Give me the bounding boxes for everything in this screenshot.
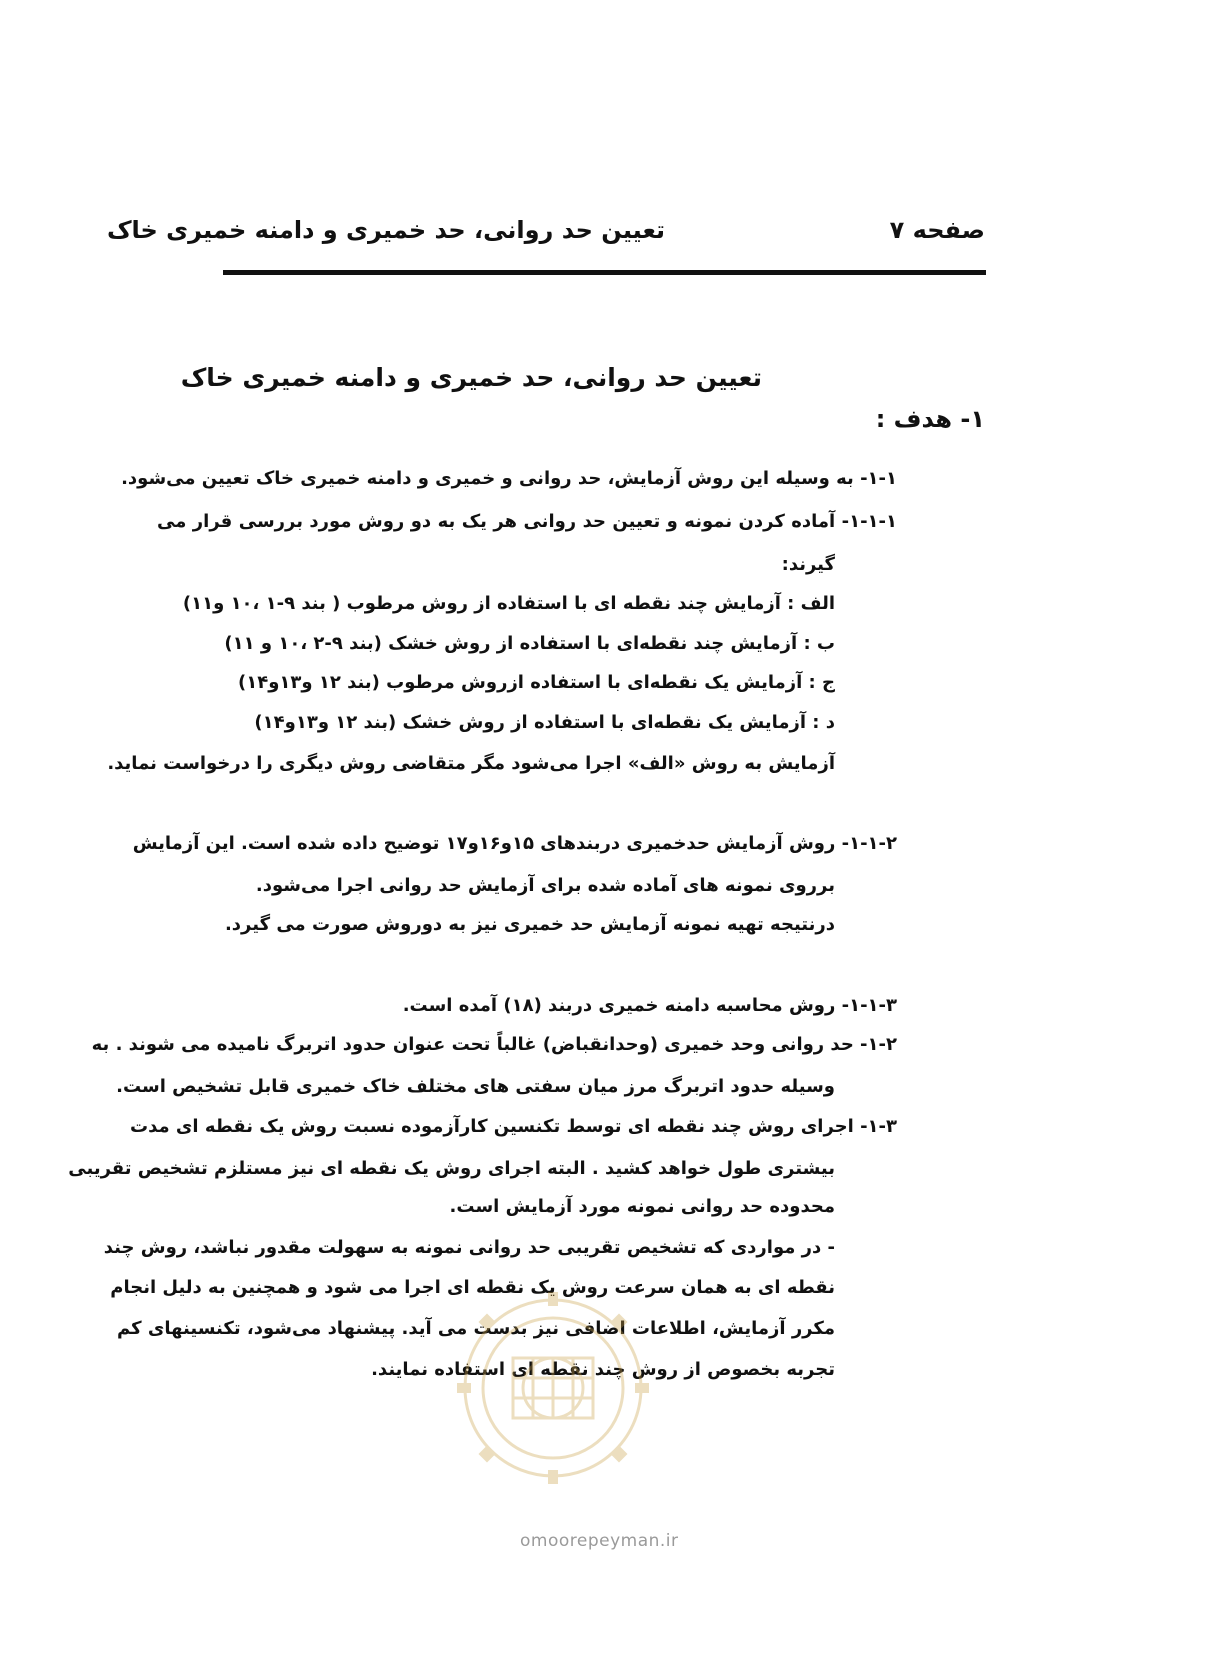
watermark-text: omoorepeyman.ir [520,1531,679,1551]
list-item-a: الف : آزمایش چند نقطه ای با استفاده از روش مرطوب ( بند ۹-۱ ،۱۰ و۱۱) [182,593,835,614]
paragraph-line: ۱-۱- به وسیله این روش آزمایش، حد روانی و خمیری و دامنه خمیری خاک تعیین می‌شود. [121,468,897,489]
paragraph-line: ۱-۲- حد روانی وحد خمیری (وحدانقباض) غالباً تحت عنوان حدود اتربرگ نامیده می شوند . به [91,1034,897,1055]
list-item-b: ب : آزمایش چند نقطه‌ای با استفاده از روش خشک (بند ۹-۲ ،۱۰ و ۱۱) [224,633,835,654]
paragraph-line: برروی نمونه های آماده شده برای آزمایش حد روانی اجرا می‌شود. [255,875,835,896]
header-divider [223,270,986,275]
paragraph-line: ۱-۱-۱- آماده کردن نمونه و تعیین حد روانی هر یک به دو روش مورد بررسی قرار می [157,511,897,532]
paragraph-line: ۱-۳- اجرای روش چند نقطه ای توسط تکنسین کارآزموده نسبت روش یک نقطه ای مدت [130,1116,897,1137]
section-heading: ۱- هدف : [875,405,985,433]
paragraph-line: نقطه ای به همان سرعت روش یک نقطه ای اجرا می شود و همچنین به دلیل انجام [110,1277,835,1298]
running-header-title: تعیین حد روانی، حد خمیری و دامنه خمیری خاک [106,216,665,244]
paragraph-line: آزمایش به روش «الف» اجرا می‌شود مگر متقاضی روش دیگری را درخواست نماید. [107,753,835,774]
paragraph-line: درنتیجه تهیه نمونه آزمایش حد خمیری نیز به دوروش صورت می گیرد. [224,914,835,935]
document-title: تعیین حد روانی، حد خمیری و دامنه خمیری خاک [180,363,762,392]
paragraph-line: وسیله حدود اتربرگ مرز میان سفتی های مختلف خاک خمیری قابل تشخیص است. [116,1076,835,1097]
gear-seal-logo-icon [453,1288,653,1488]
list-item-d: د : آزمایش یک نقطه‌ای با استفاده از روش خشک (بند ۱۲ و۱۳و۱۴) [254,712,835,733]
list-item-c: ج : آزمایش یک نقطه‌ای با استفاده ازروش مرطوب (بند ۱۲ و۱۳و۱۴) [238,672,835,693]
page-number: صفحه ۷ [889,216,985,244]
paragraph-line: محدوده حد روانی نمونه مورد آزمایش است. [449,1196,835,1217]
paragraph-line: مکرر آزمایش، اطلاعات اضافی نیز بدست می آید. پیشنهاد می‌شود، تکنسینهای کم [117,1318,835,1339]
paragraph-line: - در مواردی که تشخیص تقریبی حد روانی نمونه به سهولت مقدور نباشد، روش چند [103,1237,835,1258]
paragraph-line: ۱-۱-۳- روش محاسبه دامنه خمیری دربند (۱۸) آمده است. [402,995,897,1016]
paragraph-line: بیشتری طول خواهد کشید . البته اجرای روش یک نقطه ای نیز مستلزم تشخیص تقریبی [68,1158,835,1179]
paragraph-line: گیرند: [781,554,835,575]
paragraph-line: ۱-۱-۲- روش آزمایش حدخمیری دربندهای ۱۵و۱۶و۱۷ توضیح داده شده است. این آزمایش [132,833,897,854]
paragraph-line: تجربه بخصوص از روش چند نقطه ای استفاده نمایند. [371,1359,835,1380]
